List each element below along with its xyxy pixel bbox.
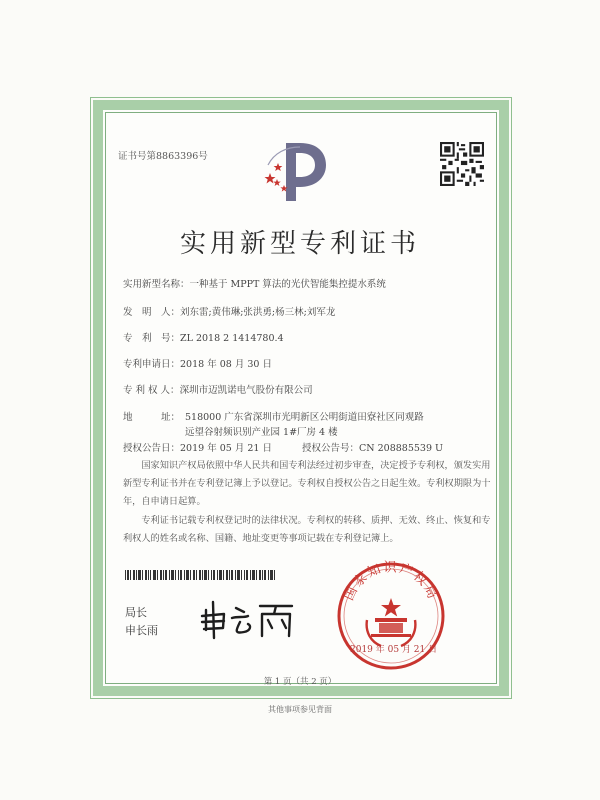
grant-number-value: CN 208885539 U: [359, 443, 444, 454]
utility-model-name-label: 实用新型名称：: [123, 279, 190, 290]
grant-number-label: 授权公告号：: [302, 443, 360, 454]
handwritten-signature: [196, 596, 296, 642]
director-title-label: 局长: [125, 606, 147, 619]
grant-statement-paragraph: 国家知识产权局依照中华人民共和国专利法经过初步审查，决定授予专利权，颁发实用新型专利证书并在专利登记簿上予以登记。专利权自授权公告之日起生效。专利权期限为十年，自申请日起算。: [123, 460, 491, 507]
grant-number-row: [302, 440, 443, 454]
patent-number-value: ZL 2018 2 1414780.4: [180, 333, 284, 344]
grant-date-row: [123, 440, 272, 454]
grant-date-value: 2019 年 05 月 21 日: [180, 443, 272, 454]
seal-date: 2019 年 05 月 21 日: [350, 645, 438, 655]
address-label: 地 址：: [123, 412, 181, 423]
inventor-value: 刘东雷;黄伟琳;张洪勇;杨三林;刘军龙: [180, 307, 336, 318]
patentee-row: [123, 382, 313, 396]
certificate-title: 实用新型专利证书: [179, 229, 420, 259]
address-line-2: 远望谷射频识别产业园 1#厂房 4 楼: [185, 427, 338, 438]
footer-note: 其他事项参见背面: [268, 705, 332, 714]
patentee-value: 深圳市迈凯诺电气股份有限公司: [179, 385, 313, 396]
svg-text:国家知识产权局: [342, 560, 441, 603]
filing-date-row: [123, 356, 272, 370]
certificate-number: 证书号第8863396号: [118, 151, 208, 162]
official-seal-icon: [335, 560, 447, 672]
qr-code-icon: [440, 142, 484, 186]
patentee-label: 专 利 权 人：: [123, 385, 180, 396]
director-name-label: 申长雨: [125, 624, 158, 637]
patent-number-label: 专 利 号：: [123, 333, 181, 344]
patent-number-row: [123, 330, 284, 344]
barcode-icon: [125, 570, 275, 580]
utility-model-name-value: 一种基于 MPPT 算法的光伏智能集控提水系统: [189, 279, 386, 290]
page-number: 第 1 页（共 2 页）: [263, 677, 337, 687]
filing-date-value: 2018 年 08 月 30 日: [180, 359, 272, 370]
grant-date-label: 授权公告日：: [123, 443, 181, 454]
seal-text: 国家知识产权局: [341, 560, 441, 603]
inventor-label: 发 明 人：: [123, 307, 181, 318]
cnipa-logo-icon: [256, 135, 346, 205]
filing-date-label: 专利申请日：: [123, 359, 181, 370]
utility-model-name-row: [123, 276, 386, 290]
inventor-row: [123, 304, 335, 318]
legal-status-paragraph: 专利证书记载专利权登记时的法律状况。专利权的转移、质押、无效、终止、恢复和专利权人的姓名或名称、国籍、地址变更等事项记载在专利登记簿上。: [123, 515, 491, 544]
address-line-1: 518000 广东省深圳市光明新区公明街道田寮社区同观路: [185, 412, 424, 423]
